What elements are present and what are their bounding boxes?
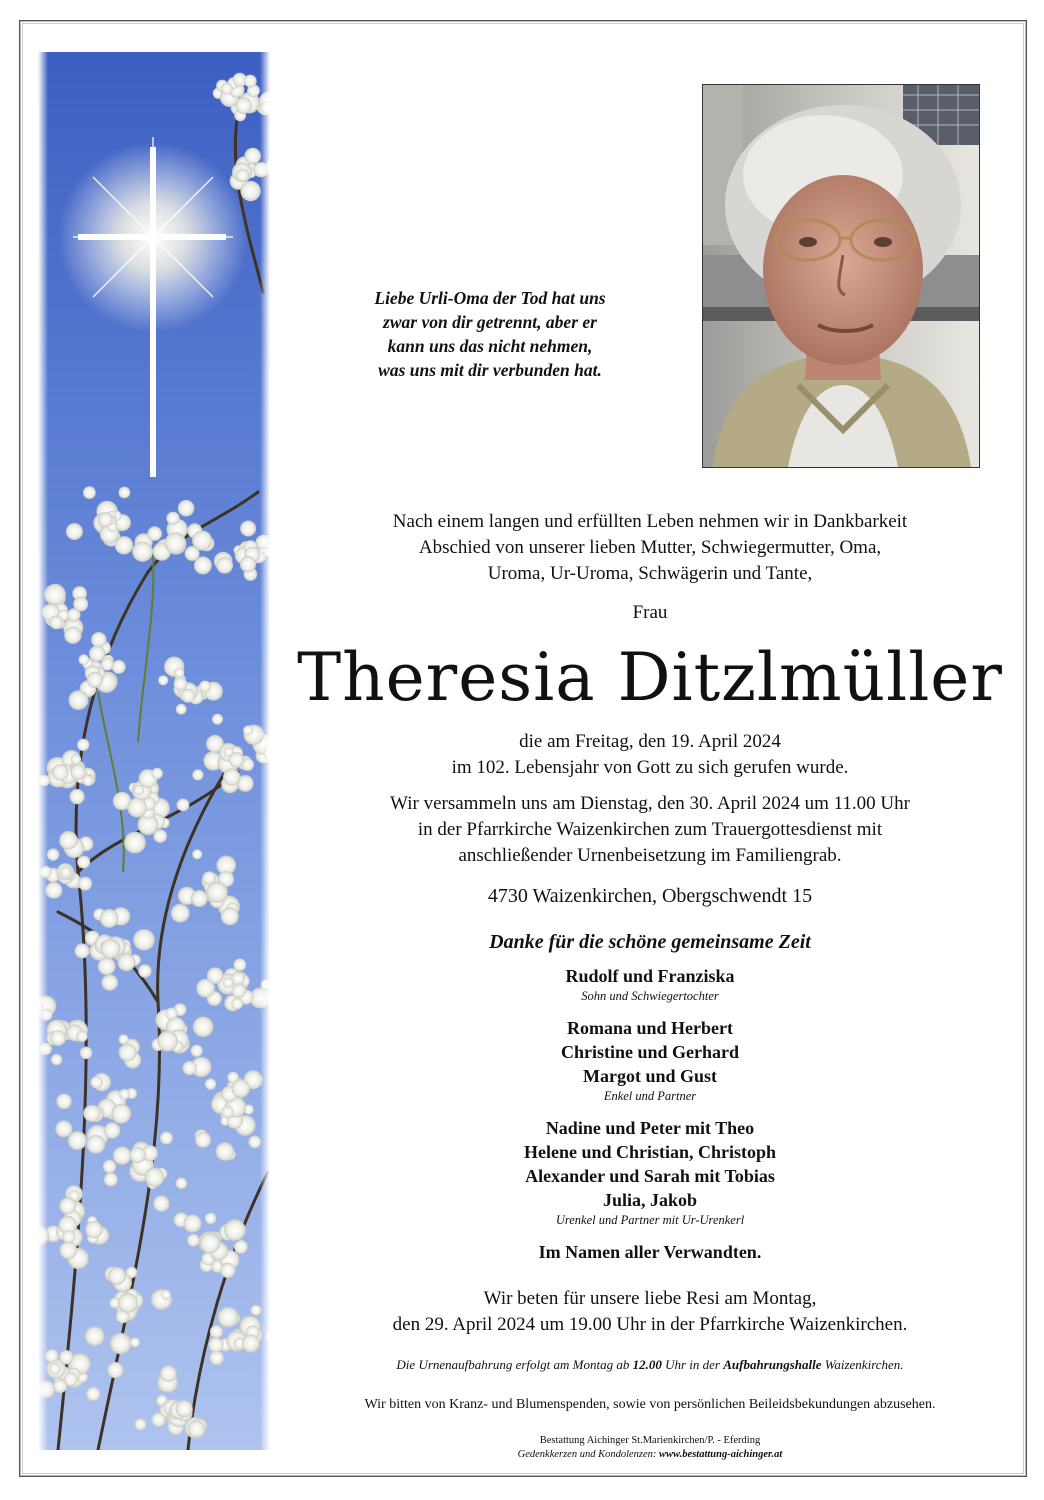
blossom-flower (187, 1234, 200, 1247)
blossom-flower (199, 681, 211, 693)
blossom-flower (134, 785, 145, 796)
blossom-flower (174, 668, 184, 678)
blossom-flower (243, 725, 253, 735)
blossom-flower (44, 584, 66, 606)
blossom-flower (176, 704, 187, 715)
service-line: anschließender Urnenbeisetzung im Familiengrab. (458, 845, 842, 866)
blossom-flower (127, 798, 147, 818)
blossom-flower (68, 1131, 87, 1150)
family-relation: Sohn und Schwiegertochter (581, 989, 719, 1003)
blossom-flower (119, 1044, 137, 1062)
blossom-flower (119, 1034, 129, 1044)
blossom-flower (39, 775, 50, 786)
blossom-flower (191, 890, 208, 907)
blossom-flower (166, 512, 179, 525)
blossom-flower (235, 97, 252, 114)
urn-text: Waizenkirchen. (821, 1357, 904, 1372)
blossom-flower (110, 1333, 131, 1354)
prayer-notice (280, 1286, 1020, 1338)
urn-text: Die Urnenaufbahrung erfolgt am Montag ab (396, 1357, 633, 1372)
blossom-flower (45, 882, 62, 899)
blossom-flower (193, 1017, 214, 1038)
blossom-flower (233, 958, 246, 971)
blossom-flower (83, 486, 96, 499)
intro-text (280, 509, 1020, 587)
blossom-flower (147, 526, 162, 541)
blossom-flower (56, 1094, 72, 1110)
blossom-flower (181, 689, 195, 703)
blossom-flower (177, 799, 190, 812)
blossom-flower (206, 882, 227, 903)
thanks-line: Danke für die schöne gemeinsame Zeit (489, 931, 811, 953)
blossom-flower (59, 831, 78, 850)
quote-line: zwar von dir getrennt, aber er (383, 312, 597, 332)
footer (280, 1434, 1020, 1462)
memorial-quote (300, 286, 680, 382)
blossom-flower (157, 1031, 178, 1052)
blossom-flower (221, 907, 239, 925)
family-names: Christine und Gerhard (560, 1042, 740, 1062)
quote-line: kann uns das nicht nehmen, (387, 336, 593, 356)
blossom-flower (205, 1078, 216, 1089)
blossom-flower (210, 1351, 224, 1365)
blossom-flower (133, 929, 155, 951)
address: 4730 Waizenkirchen, Obergschwendt 15 (487, 885, 813, 907)
blossom-flower (240, 556, 256, 572)
blossom-flower (251, 1305, 262, 1316)
blossom-flower (47, 848, 59, 860)
blossom-flower (59, 1350, 73, 1364)
blossom-flower (256, 535, 270, 550)
blossom-flower (176, 1400, 193, 1417)
blossom-flower (85, 1221, 102, 1238)
blossom-flower (158, 675, 168, 685)
intro-line: Uroma, Ur-Uroma, Schwägerin und Tante, (487, 563, 813, 584)
no-flowers-request: Wir bitten von Kranz- und Blumenspenden, sowie von persönlichen Beileidsbekundungen abzusehen. (364, 1397, 936, 1412)
family-names: Rudolf und Franziska (565, 966, 735, 986)
blossom-flower (209, 1337, 224, 1352)
family-group (280, 1016, 1020, 1104)
blossom-flower (240, 181, 260, 201)
blossom-flower (78, 877, 92, 891)
blossom-flower (192, 849, 202, 859)
blossom-flower (104, 1122, 120, 1138)
blossom-flower (222, 1106, 234, 1118)
blossom-flower (183, 1061, 197, 1075)
blossom-flower (145, 1168, 164, 1187)
blossom-flower (130, 1337, 140, 1347)
blossom-flower (60, 867, 71, 878)
blossom-flower (112, 660, 126, 674)
family-names: Alexander und Sarah mit Tobias (525, 1166, 775, 1186)
blossom-flower (91, 632, 106, 647)
family-relation: Urenkel und Partner mit Ur-Urenkerl (555, 1213, 745, 1227)
blossom-flower (52, 764, 69, 781)
blossom-flower (111, 1104, 131, 1124)
blossom-flower (98, 512, 113, 527)
blossom-flower (188, 1420, 205, 1437)
blossom-flower (160, 1365, 177, 1382)
blossom-flower (232, 1079, 250, 1097)
blossom-flower (73, 597, 88, 612)
service-line: Wir versammeln uns am Dienstag, den 30. April 2024 um 11.00 Uhr (390, 793, 910, 814)
blossom-flower (101, 939, 121, 959)
blossom-flower (195, 1132, 211, 1148)
blossom-flower (103, 1160, 116, 1173)
blossom-flower (132, 541, 153, 562)
blossom-flower (113, 1146, 131, 1164)
blossom-flower (244, 75, 257, 88)
blossom-flower (64, 627, 81, 644)
blossom-flower (59, 1197, 76, 1214)
blossom-flower (70, 764, 85, 779)
death-notice (280, 729, 1020, 781)
funeral-home: Bestattung Aichinger St.Marienkirchen/P. - Eferding (539, 1435, 761, 1446)
blossom-flower (50, 1030, 66, 1046)
blossom-flower (152, 768, 163, 779)
service-notice (280, 791, 1020, 869)
blossom-flower (183, 1215, 201, 1233)
blossom-flower (171, 904, 190, 923)
blossom-flower (53, 1379, 67, 1393)
blossom-flower (87, 672, 103, 688)
condolence-link[interactable]: www.bestattung-aichinger.at (659, 1449, 783, 1460)
blossom-flower (242, 1334, 260, 1352)
death-line: die am Freitag, den 19. April 2024 (519, 731, 781, 752)
death-line: im 102. Lebensjahr von Gott zu sich gerufen wurde. (451, 757, 849, 778)
blossom-flower (45, 1349, 59, 1363)
blossom-flower (240, 521, 256, 537)
service-line: in der Pfarrkirche Waizenkirchen zum Trauergottesdienst mit (417, 819, 883, 840)
blossom-flower (221, 83, 233, 95)
blossom-flower (62, 1230, 75, 1243)
blossom-flower (70, 789, 85, 804)
blossom-flower (161, 1290, 171, 1300)
prayer-line: den 29. April 2024 um 19.00 Uhr in der Pfarrkirche Waizenkirchen. (392, 1314, 908, 1335)
blossom-flower (49, 616, 63, 630)
blossom-flower (224, 1219, 246, 1241)
blossom-flower (244, 148, 261, 165)
blossom-flower (200, 1233, 221, 1254)
blossom-flower (176, 1178, 188, 1190)
urn-text: Uhr in der (661, 1357, 724, 1372)
blossom-flower (153, 1195, 169, 1211)
blossom-flower (216, 1142, 235, 1161)
blossom-flower (66, 523, 83, 540)
blossom-flower (119, 1089, 130, 1100)
blossom-flower (90, 1076, 103, 1089)
family-names: Helene und Christian, Christoph (523, 1142, 777, 1162)
prayer-line: Wir beten für unsere liebe Resi am Montag, (483, 1288, 817, 1309)
family-names: Margot und Gust (582, 1066, 717, 1086)
blossom-flower (69, 690, 89, 710)
blossom-flower (83, 1105, 100, 1122)
blossom-flower (107, 1362, 123, 1378)
blossom-flower (138, 964, 151, 977)
blossom-flower (160, 1132, 173, 1145)
blossom-flower (86, 1135, 105, 1154)
blossom-flower (75, 943, 90, 958)
blossom-flower (220, 1263, 235, 1278)
blossom-flower (80, 1047, 93, 1060)
blossom-flower (39, 1043, 52, 1056)
intro-line: Abschied von unserer lieben Mutter, Schwiegermutter, Oma, (418, 537, 882, 558)
blossom-flower (194, 556, 212, 574)
quote-line: Liebe Urli-Oma der Tod hat uns (374, 288, 606, 308)
blossom-flower (85, 1326, 105, 1346)
blossom-flower (108, 1267, 126, 1285)
blossom-flower (51, 1054, 62, 1065)
urn-time: 12.00 (632, 1357, 662, 1372)
blossom-flower (124, 832, 146, 854)
blossom-flower (207, 967, 224, 984)
blossom-flower (232, 983, 246, 997)
blossom-flower (49, 1363, 61, 1375)
blossom-flower (192, 531, 212, 551)
blossom-flower (79, 654, 90, 665)
blossom-flower (40, 866, 52, 878)
family-names: Julia, Jakob (602, 1190, 698, 1210)
blossom-flower (212, 714, 223, 725)
blossom-flower (223, 769, 240, 786)
blossom-flower (166, 1008, 178, 1020)
salutation: Frau (632, 602, 668, 623)
blossom-flower (77, 856, 90, 869)
family-names: Nadine und Peter mit Theo (545, 1118, 755, 1138)
blossom-flower (118, 1293, 138, 1313)
family-list (280, 964, 1020, 1240)
blossom-flower (104, 1173, 118, 1187)
blossom-flower (100, 909, 119, 928)
on-behalf-line: Im Namen aller Verwandten. (538, 1242, 762, 1262)
blossom-flower (165, 532, 187, 554)
blossom-flower (218, 1307, 239, 1328)
blossom-flower (76, 1030, 88, 1042)
blossom-flower (229, 752, 245, 768)
blossom-flower (130, 1147, 146, 1163)
blossom-flower (135, 1418, 147, 1430)
blossom-flower (119, 487, 131, 499)
deceased-name: Theresia Ditzlmüller (297, 639, 1003, 716)
blossom-flower (77, 739, 89, 751)
blossom-flower (236, 169, 249, 182)
blossom-flower (86, 1387, 100, 1401)
family-names: Romana und Herbert (567, 1018, 733, 1038)
blossom-flower (192, 769, 203, 780)
blossom-flower (210, 1325, 223, 1338)
blossom-cross-image (38, 52, 270, 1450)
blossom-flower (174, 677, 188, 691)
blossom-flower (71, 754, 81, 764)
urn-hall: Aufbahrungshalle (723, 1357, 822, 1372)
blossom-flower (216, 557, 233, 574)
family-relation: Enkel und Partner (603, 1089, 697, 1103)
blossom-flower (248, 1136, 261, 1149)
blossom-flower (118, 953, 136, 971)
family-group (280, 1116, 1020, 1228)
blossom-flower (231, 998, 243, 1010)
portrait-photo (702, 84, 980, 468)
blossom-flower (191, 1045, 203, 1057)
intro-line: Nach einem langen und erfüllten Leben nehmen wir in Dankbarkeit (392, 511, 908, 532)
blossom-flower (223, 977, 234, 988)
blossom-flower (60, 1241, 78, 1259)
family-group (280, 964, 1020, 1004)
blossom-flower (178, 500, 195, 517)
quote-line: was uns mit dir verbunden hat. (378, 360, 602, 380)
blossom-flower (205, 1213, 217, 1225)
urn-viewing-notice (280, 1355, 1020, 1375)
blossom-flower (234, 1240, 248, 1254)
condolence-label: Gedenkkerzen und Kondolenzen: (517, 1449, 660, 1460)
blossom-flower (102, 974, 118, 990)
